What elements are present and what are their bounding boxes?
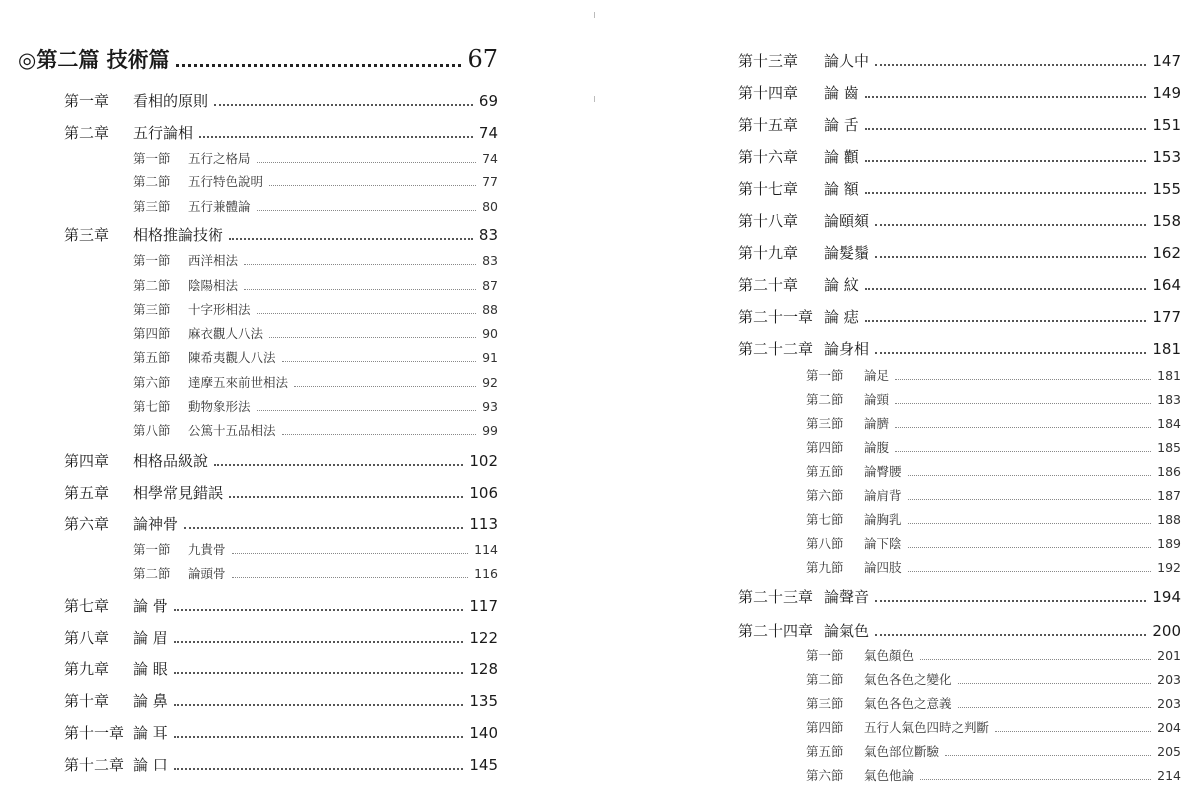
page-number: 117 [469, 597, 498, 615]
leader-dots [176, 64, 462, 67]
part-heading[interactable] [18, 44, 498, 74]
section-label: 第五節 [806, 464, 844, 479]
page-number: 92 [482, 375, 498, 390]
section-label: 第一節 [806, 648, 844, 663]
section-title: 論臀腰 [864, 464, 902, 479]
section-title: 陳希夷觀人八法 [188, 350, 276, 365]
toc-chapter-entry[interactable] [738, 620, 1181, 641]
leader-dots [174, 672, 464, 674]
chapter-title: 論 紋 [824, 276, 859, 294]
toc-chapter-entry[interactable] [64, 690, 498, 711]
toc-section-entry[interactable] [133, 300, 498, 318]
page-number: 183 [1157, 392, 1181, 407]
section-title: 論肩背 [864, 488, 902, 503]
toc-section-entry[interactable] [806, 510, 1181, 528]
chapter-title: 五行論相 [133, 124, 194, 142]
toc-section-entry[interactable] [133, 421, 498, 439]
toc-chapter-entry[interactable] [64, 224, 498, 245]
section-label: 第六節 [806, 488, 844, 503]
toc-chapter-entry[interactable] [738, 306, 1181, 327]
toc-chapter-entry[interactable] [738, 338, 1181, 359]
page-number: 155 [1152, 180, 1181, 198]
leader-dots [257, 313, 477, 314]
chapter-label: 第二章 [64, 124, 110, 142]
page-number: 91 [482, 350, 498, 365]
section-label: 第四節 [133, 326, 171, 341]
chapter-label: 第五章 [64, 484, 110, 502]
toc-chapter-entry[interactable] [738, 274, 1181, 295]
leader-dots [214, 464, 463, 466]
chapter-title: 論髮鬚 [824, 244, 870, 262]
section-title: 五行之格局 [188, 151, 251, 166]
section-label: 第一節 [133, 542, 171, 557]
section-label: 第四節 [806, 440, 844, 455]
leader-dots [908, 571, 1152, 572]
section-title: 論臍 [864, 416, 890, 431]
leader-dots [908, 523, 1152, 524]
chapter-title: 論 耳 [133, 724, 168, 742]
chapter-title: 相學常見錯誤 [133, 484, 224, 502]
section-title: 論頸 [864, 392, 890, 407]
page-number: 87 [482, 278, 498, 293]
page-number: 181 [1157, 368, 1181, 383]
chapter-title: 論神骨 [133, 515, 179, 533]
section-label: 第六節 [806, 768, 844, 783]
leader-dots [257, 410, 477, 411]
leader-dots [244, 264, 476, 265]
page-number: 114 [474, 542, 498, 557]
leader-dots [908, 547, 1152, 548]
toc-chapter-entry[interactable] [738, 114, 1181, 135]
section-label: 第七節 [806, 512, 844, 527]
page-number: 122 [469, 629, 498, 647]
page-number: 177 [1152, 308, 1181, 326]
chapter-label: 第三章 [64, 226, 110, 244]
toc-section-entry[interactable] [806, 742, 1181, 760]
toc-section-entry[interactable] [806, 366, 1181, 384]
chapter-title: 論人中 [824, 52, 870, 70]
chapter-label: 第十九章 [738, 244, 799, 262]
chapter-label: 第十章 [64, 692, 110, 710]
page-number: 128 [469, 660, 498, 678]
page-number: 106 [469, 484, 498, 502]
chapter-label: 第七章 [64, 597, 110, 615]
page-number: 185 [1157, 440, 1181, 455]
section-title: 公篤十五品相法 [188, 423, 276, 438]
leader-dots [875, 600, 1146, 602]
section-label: 第三節 [806, 696, 844, 711]
chapter-label: 第二十三章 [738, 588, 814, 606]
section-label: 第三節 [806, 416, 844, 431]
leader-dots [199, 136, 473, 138]
chapter-label: 第一章 [64, 92, 110, 110]
leader-dots [174, 768, 464, 770]
section-title: 論四肢 [864, 560, 902, 575]
section-label: 第一節 [806, 368, 844, 383]
section-title: 論頭骨 [188, 566, 226, 581]
page-number: 93 [482, 399, 498, 414]
chapter-label: 第二十四章 [738, 622, 814, 640]
chapter-title: 看相的原則 [133, 92, 209, 110]
toc-chapter-entry[interactable] [64, 722, 498, 743]
leader-dots [908, 499, 1152, 500]
toc-section-entry[interactable] [133, 149, 498, 167]
chapter-label: 第十五章 [738, 116, 799, 134]
page-number: 140 [469, 724, 498, 742]
leader-dots [995, 731, 1151, 732]
section-title: 氣色各色之變化 [864, 672, 952, 687]
scan-speck [594, 12, 595, 18]
toc-section-entry[interactable] [806, 390, 1181, 408]
toc-section-entry[interactable] [806, 766, 1181, 784]
toc-section-entry[interactable] [133, 197, 498, 215]
page-number: 205 [1157, 744, 1181, 759]
page-number: 145 [469, 756, 498, 774]
page-number: 187 [1157, 488, 1181, 503]
chapter-label: 第十七章 [738, 180, 799, 198]
section-label: 第二節 [806, 392, 844, 407]
section-title: 論足 [864, 368, 890, 383]
section-label: 第一節 [133, 253, 171, 268]
toc-section-entry[interactable] [806, 718, 1181, 736]
page-number: 184 [1157, 416, 1181, 431]
section-title: 九貴骨 [188, 542, 226, 557]
section-title: 動物象形法 [188, 399, 251, 414]
page-number: 135 [469, 692, 498, 710]
chapter-title: 論 骨 [133, 597, 168, 615]
leader-dots [282, 434, 477, 435]
leader-dots [875, 352, 1146, 354]
chapter-title: 論 口 [133, 756, 168, 774]
leader-dots [229, 238, 473, 240]
leader-dots [895, 403, 1151, 404]
section-label: 第六節 [133, 375, 171, 390]
toc-section-entry[interactable] [806, 414, 1181, 432]
section-label: 第三節 [133, 199, 171, 214]
page-number: 189 [1157, 536, 1181, 551]
page-number: 74 [482, 151, 498, 166]
toc-chapter-entry[interactable] [64, 627, 498, 648]
page-number: 153 [1152, 148, 1181, 166]
toc-section-entry[interactable] [806, 462, 1181, 480]
toc-chapter-entry[interactable] [64, 754, 498, 775]
section-label: 第三節 [133, 302, 171, 317]
toc-section-entry[interactable] [806, 438, 1181, 456]
leader-dots [908, 475, 1152, 476]
page-number: 69 [478, 92, 498, 110]
part-page-number: 67 [467, 45, 498, 73]
toc-chapter-entry[interactable] [64, 122, 498, 143]
page-number: 158 [1152, 212, 1181, 230]
section-title: 陰陽相法 [188, 278, 239, 293]
section-title: 麻衣觀人八法 [188, 326, 264, 341]
page-number: 204 [1157, 720, 1181, 735]
toc-section-entry[interactable] [806, 694, 1181, 712]
section-label: 第一節 [133, 151, 171, 166]
page-number: 116 [474, 566, 498, 581]
leader-dots [232, 553, 469, 554]
chapter-title: 論 顴 [824, 148, 859, 166]
page-number: 188 [1157, 512, 1181, 527]
chapter-label: 第四章 [64, 452, 110, 470]
page-number: 151 [1152, 116, 1181, 134]
leader-dots [920, 779, 1151, 780]
section-label: 第五節 [806, 744, 844, 759]
chapter-label: 第十一章 [64, 724, 125, 742]
chapter-label: 第二十章 [738, 276, 799, 294]
toc-section-entry[interactable] [133, 373, 498, 391]
chapter-title: 論頤頦 [824, 212, 870, 230]
leader-dots [294, 386, 476, 387]
section-title: 西洋相法 [188, 253, 239, 268]
section-label: 第九節 [806, 560, 844, 575]
toc-chapter-entry[interactable] [64, 658, 498, 679]
leader-dots [895, 451, 1151, 452]
toc-chapter-entry[interactable] [64, 595, 498, 616]
toc-chapter-entry[interactable] [738, 586, 1181, 607]
leader-dots [945, 755, 1151, 756]
scan-speck [594, 96, 595, 102]
page-number: 214 [1157, 768, 1181, 783]
part-title: ◎第二篇 技術篇 [18, 47, 170, 72]
page-number: 149 [1152, 84, 1181, 102]
toc-section-entry[interactable] [133, 251, 498, 269]
page-number: 181 [1152, 340, 1181, 358]
section-title: 氣色他論 [864, 768, 915, 783]
section-title: 五行特色說明 [188, 174, 264, 189]
page-number: 147 [1152, 52, 1181, 70]
page-number: 88 [482, 302, 498, 317]
page-number: 83 [478, 226, 498, 244]
section-title: 五行人氣色四時之判斷 [864, 720, 990, 735]
chapter-title: 論身相 [824, 340, 870, 358]
toc-section-entry[interactable] [806, 670, 1181, 688]
section-label: 第五節 [133, 350, 171, 365]
toc-chapter-entry[interactable] [738, 146, 1181, 167]
leader-dots [865, 96, 1147, 98]
leader-dots [865, 160, 1147, 162]
toc-section-entry[interactable] [133, 172, 498, 190]
section-title: 十字形相法 [188, 302, 251, 317]
section-label: 第七節 [133, 399, 171, 414]
page-number: 90 [482, 326, 498, 341]
leader-dots [875, 64, 1146, 66]
page-number: 77 [482, 174, 498, 189]
chapter-title: 相格推論技術 [133, 226, 224, 244]
toc-chapter-entry[interactable] [64, 513, 498, 534]
page-number: 83 [482, 253, 498, 268]
leader-dots [269, 185, 476, 186]
leader-dots [229, 496, 463, 498]
chapter-title: 論 額 [824, 180, 859, 198]
toc-chapter-entry[interactable] [738, 82, 1181, 103]
section-label: 第四節 [806, 720, 844, 735]
toc-section-entry[interactable] [133, 324, 498, 342]
page-number: 186 [1157, 464, 1181, 479]
page-number: 74 [478, 124, 498, 142]
leader-dots [875, 224, 1146, 226]
chapter-label: 第九章 [64, 660, 110, 678]
section-title: 論下陰 [864, 536, 902, 551]
page-number: 203 [1157, 672, 1181, 687]
toc-section-entry[interactable] [806, 534, 1181, 552]
chapter-title: 論 痣 [824, 308, 859, 326]
toc-chapter-entry[interactable] [738, 178, 1181, 199]
leader-dots [257, 162, 477, 163]
leader-dots [865, 128, 1147, 130]
section-title: 氣色各色之意義 [864, 696, 952, 711]
leader-dots [174, 641, 464, 643]
chapter-label: 第二十一章 [738, 308, 814, 326]
leader-dots [257, 210, 477, 211]
toc-chapter-entry[interactable] [64, 90, 498, 111]
section-label: 第二節 [133, 278, 171, 293]
page-number: 192 [1157, 560, 1181, 575]
chapter-label: 第十六章 [738, 148, 799, 166]
leader-dots [875, 256, 1146, 258]
page-number: 164 [1152, 276, 1181, 294]
chapter-label: 第六章 [64, 515, 110, 533]
toc-section-entry[interactable] [133, 397, 498, 415]
chapter-label: 第十八章 [738, 212, 799, 230]
chapter-title: 論氣色 [824, 622, 870, 640]
toc-section-entry[interactable] [133, 564, 498, 582]
toc-section-entry[interactable] [806, 486, 1181, 504]
section-label: 第二節 [133, 174, 171, 189]
leader-dots [282, 361, 477, 362]
leader-dots [244, 289, 476, 290]
leader-dots [232, 577, 469, 578]
chapter-title: 論聲音 [824, 588, 870, 606]
chapter-title: 論 眼 [133, 660, 168, 678]
section-title: 氣色部位斷驗 [864, 744, 940, 759]
leader-dots [214, 104, 473, 106]
chapter-label: 第十四章 [738, 84, 799, 102]
section-title: 五行兼體論 [188, 199, 251, 214]
toc-section-entry[interactable] [806, 558, 1181, 576]
page-number: 203 [1157, 696, 1181, 711]
section-title: 達摩五來前世相法 [188, 375, 289, 390]
page-number: 80 [482, 199, 498, 214]
chapter-label: 第十三章 [738, 52, 799, 70]
chapter-title: 論 舌 [824, 116, 859, 134]
leader-dots [865, 288, 1147, 290]
page-number: 200 [1152, 622, 1181, 640]
section-label: 第八節 [133, 423, 171, 438]
chapter-label: 第二十二章 [738, 340, 814, 358]
leader-dots [895, 379, 1151, 380]
leader-dots [865, 320, 1147, 322]
toc-chapter-entry[interactable] [64, 482, 498, 503]
leader-dots [875, 634, 1146, 636]
chapter-title: 相格品級說 [133, 452, 209, 470]
left-page [0, 0, 520, 796]
section-label: 第二節 [806, 672, 844, 687]
section-title: 氣色顏色 [864, 648, 915, 663]
section-title: 論胸乳 [864, 512, 902, 527]
leader-dots [184, 527, 463, 529]
toc-section-entry[interactable] [133, 276, 498, 294]
leader-dots [269, 337, 476, 338]
toc-chapter-entry[interactable] [64, 450, 498, 471]
page-number: 102 [469, 452, 498, 470]
right-page [596, 0, 1193, 796]
chapter-title: 論 鼻 [133, 692, 168, 710]
toc-section-entry[interactable] [806, 646, 1181, 664]
leader-dots [895, 427, 1151, 428]
toc-section-entry[interactable] [133, 348, 498, 366]
leader-dots [174, 736, 464, 738]
page-number: 201 [1157, 648, 1181, 663]
leader-dots [865, 192, 1147, 194]
page-number: 194 [1152, 588, 1181, 606]
page-number: 113 [469, 515, 498, 533]
leader-dots [958, 707, 1152, 708]
chapter-label: 第八章 [64, 629, 110, 647]
section-label: 第八節 [806, 536, 844, 551]
leader-dots [174, 704, 464, 706]
leader-dots [920, 659, 1151, 660]
toc-section-entry[interactable] [133, 540, 498, 558]
section-label: 第二節 [133, 566, 171, 581]
chapter-title: 論 齒 [824, 84, 859, 102]
chapter-title: 論 眉 [133, 629, 168, 647]
toc-chapter-entry[interactable] [738, 210, 1181, 231]
toc-chapter-entry[interactable] [738, 50, 1181, 71]
toc-chapter-entry[interactable] [738, 242, 1181, 263]
page-number: 99 [482, 423, 498, 438]
chapter-label: 第十二章 [64, 756, 125, 774]
leader-dots [174, 609, 464, 611]
page-number: 162 [1152, 244, 1181, 262]
leader-dots [958, 683, 1152, 684]
section-title: 論腹 [864, 440, 890, 455]
